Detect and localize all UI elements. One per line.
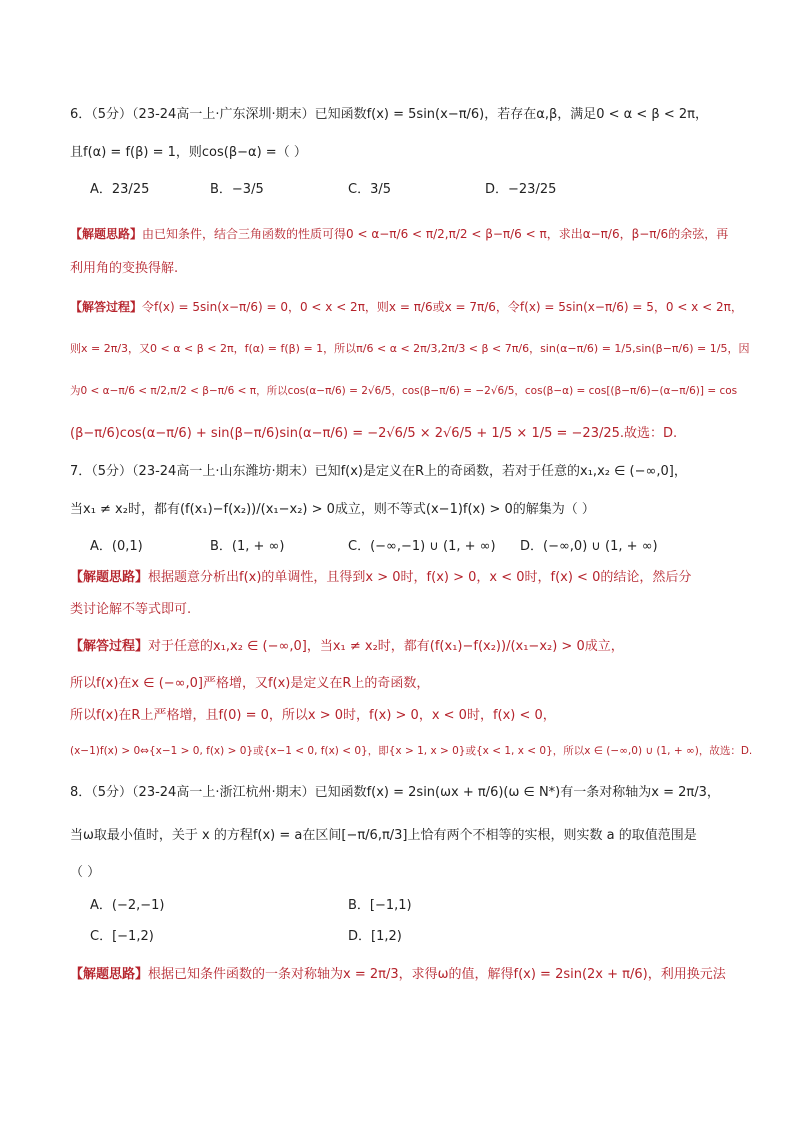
q7-option-c: C．(−∞,−1) ∪ (1, + ∞) <box>348 539 496 554</box>
q7-thought-tag: 【解题思路】 <box>70 570 149 585</box>
q7-process-line3: 所以f(x)在R上严格增，且f(0) = 0，所以x > 0时，f(x) > 0，x < 0时，f(x) < 0， <box>70 708 556 723</box>
q8-stem-line3: （ ） <box>70 865 101 880</box>
q7-process-line1 <box>70 637 754 657</box>
q6-thought-line2: 利用角的变换得解. <box>70 261 179 276</box>
q7-thought-line2: 类讨论解不等式即可. <box>70 602 192 617</box>
q7-stem-line1: 7．（5分）（23-24高一上·山东潍坊·期末）已知f(x)是定义在R上的奇函数，若对于任意的x₁,x₂ ∈ (−∞,0]， <box>70 464 687 479</box>
q7-process-line4: (x−1)f(x) > 0⇔{x−1 > 0, f(x) > 0}或{x−1 < 0, f(x) < 0}，即{x > 1, x > 0}或{x < 1, x < 0}，所以x ∈ (−∞,0) ∪ (1, + ∞)，故选：D. <box>70 745 753 757</box>
q7-process-line2: 所以f(x)在x ∈ (−∞,0]严格增，又f(x)是定义在R上的奇函数， <box>70 676 430 691</box>
q6-option-c: C．3/5 <box>348 182 391 197</box>
q6-option-d: D．−23/25 <box>485 182 557 197</box>
q6-process-line2: 则x = 2π/3，又0 < α < β < 2π，f(α) = f(β) = 1，所以π/6 < α < 2π/3,2π/3 < β < 7π/6，sin(α−π/6) = 1/5,sin(β−π/6) = 1/5，因 <box>70 342 750 355</box>
q8-option-b: B．[−1,1) <box>348 898 412 913</box>
q8-thought-line1 <box>70 965 754 985</box>
q6-thought-tag: 【解题思路】 <box>70 227 143 241</box>
q6-option-a: A．23/25 <box>90 182 150 197</box>
q6-thought-text1: 由已知条件，结合三角函数的性质可得0 < α−π/6 < π/2,π/2 < β−π/6 < π，求出α−π/6，β−π/6的余弦，再 <box>142 227 729 241</box>
q8-option-a: A．(−2,−1) <box>90 898 165 913</box>
q8-option-d: D．[1,2) <box>348 929 402 944</box>
q7-thought-text1: 根据题意分析出f(x)的单调性，且得到x > 0时，f(x) > 0，x < 0时，f(x) < 0的结论，然后分 <box>148 570 692 585</box>
q7-option-a: A．(0,1) <box>90 539 143 554</box>
q6-process-tag: 【解答过程】 <box>70 300 143 314</box>
q8-thought-tag: 【解题思路】 <box>70 967 149 982</box>
q6-process-line4: (β−π/6)cos(α−π/6) + sin(β−π/6)sin(α−π/6) = −2√6/5 × 2√6/5 + 1/5 × 1/5 = −23/25.故选：D. <box>70 426 678 441</box>
q6-process-line3: 为0 < α−π/6 < π/2,π/2 < β−π/6 < π，所以cos(α−π/6) = 2√6/5，cos(β−π/6) = −2√6/5，cos(β−α) = cos[(β−π/6)−(α−π/6)] = cos <box>70 385 738 397</box>
q8-stem-line1: 8．（5分）（23-24高一上·浙江杭州·期末）已知函数f(x) = 2sin(ωx + π/6)(ω ∈ N*)有一条对称轴为x = 2π/3， <box>70 785 720 800</box>
q8-option-c: C．[−1,2) <box>90 929 154 944</box>
q7-option-d: D．(−∞,0) ∪ (1, + ∞) <box>520 539 658 554</box>
q6-process-text1: 令f(x) = 5sin(x−π/6) = 0，0 < x < 2π，则x = π/6或x = 7π/6，令f(x) = 5sin(x−π/6) = 5，0 < x < 2π， <box>142 300 743 314</box>
q7-stem-line2: 当x₁ ≠ x₂时，都有(f(x₁)−f(x₂))/(x₁−x₂) > 0成立，则不等式(x−1)f(x) > 0的解集为（ ） <box>70 502 595 517</box>
q8-thought-text1: 根据已知条件函数的一条对称轴为x = 2π/3，求得ω的值，解得f(x) = 2sin(2x + π/6)，利用换元法 <box>148 967 726 982</box>
q6-thought-line1 <box>70 224 754 244</box>
q8-stem-line2: 当ω取最小值时，关于 x 的方程f(x) = a在区间[−π/6,π/3]上恰有两个不相等的实根，则实数 a 的取值范围是 <box>70 828 697 843</box>
q7-thought-line1 <box>70 568 754 588</box>
q6-option-b: B．−3/5 <box>210 182 264 197</box>
q6-stem-line1: 6．（5分）（23-24高一上·广东深圳·期末）已知函数f(x) = 5sin(x−π/6)，若存在α,β，满足0 < α < β < 2π， <box>70 107 708 122</box>
q7-option-b: B．(1, + ∞) <box>210 539 285 554</box>
q6-process-line1 <box>70 297 754 317</box>
q7-process-text1: 对于任意的x₁,x₂ ∈ (−∞,0]，当x₁ ≠ x₂时，都有(f(x₁)−f(x₂))/(x₁−x₂) > 0成立， <box>148 639 624 654</box>
q6-stem-line2: 且f(α) = f(β) = 1，则cos(β−α) =（ ） <box>70 145 307 160</box>
q7-process-tag: 【解答过程】 <box>70 639 149 654</box>
